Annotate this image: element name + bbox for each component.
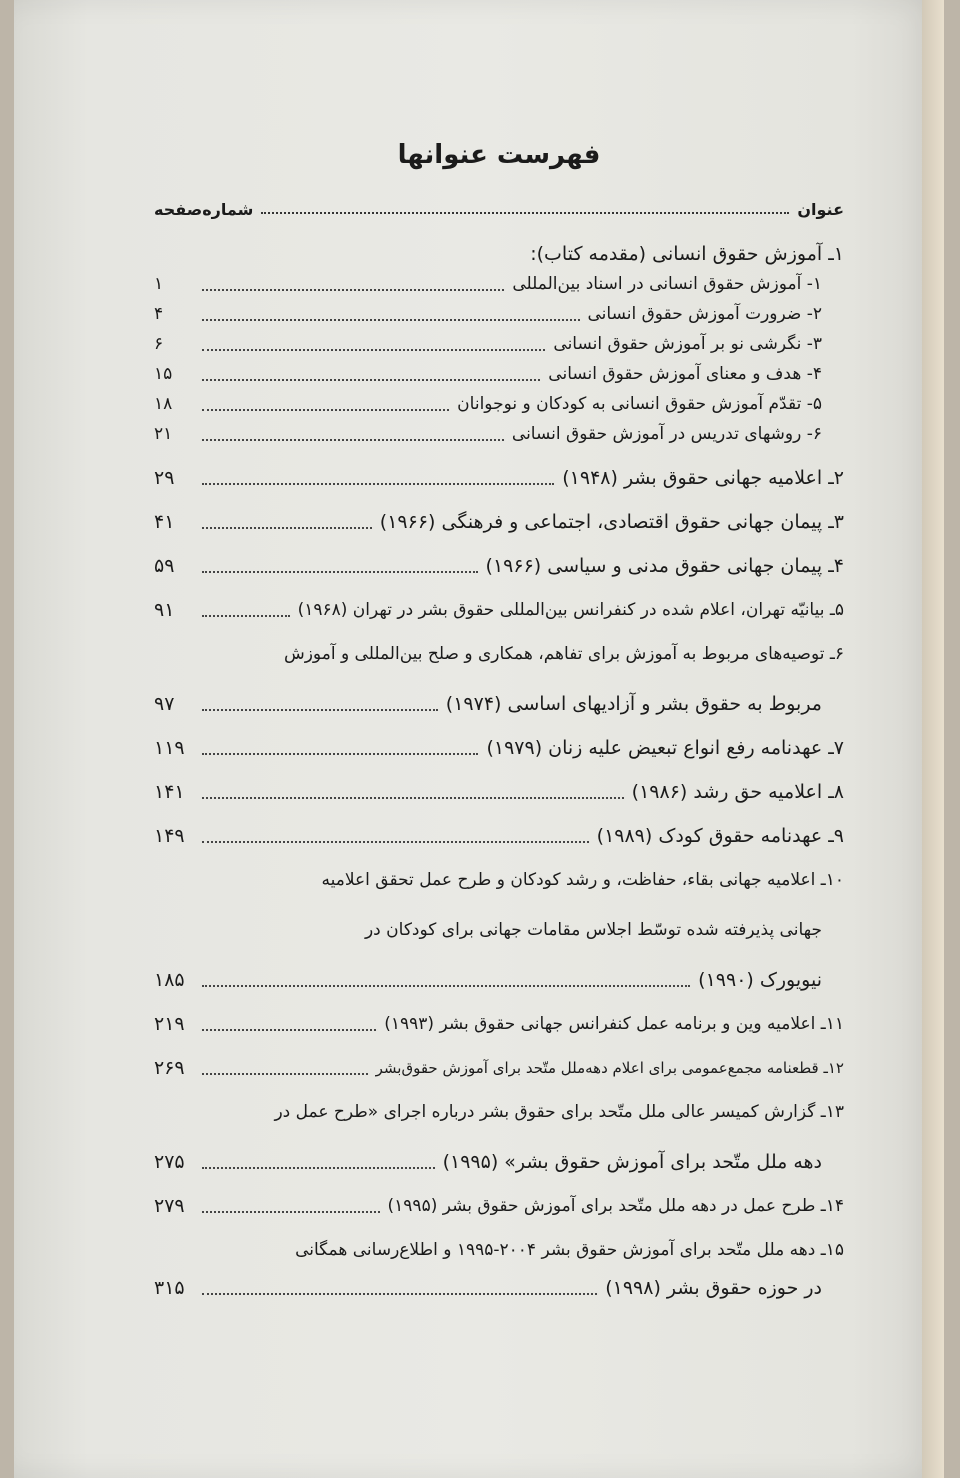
header-title: عنوان — [797, 200, 844, 219]
toc — [154, 140, 844, 1303]
toc-subentry — [154, 269, 844, 299]
book-page — [14, 0, 944, 1478]
toc-entry — [154, 1009, 844, 1039]
page-number: ۴۱ — [154, 511, 175, 533]
toc-entry — [154, 821, 844, 851]
toc-entry — [154, 1147, 844, 1177]
entry-label: ۳- نگرشی نو بر آموزش حقوق انسانی — [553, 334, 822, 354]
leader-dots — [202, 753, 478, 755]
entry-label: نیویورک (۱۹۹۰) — [698, 969, 822, 991]
toc-subentry — [154, 389, 844, 419]
entry-label: ۱۱ـ اعلامیه وین و برنامه عمل کنفرانس جهانی حقوق بشر (۱۹۹۳) — [384, 1014, 844, 1034]
page-number: ۱ — [154, 274, 164, 294]
toc-entry — [154, 1273, 844, 1303]
toc-entry-line: ۶ـ توصیه‌های مربوط به آموزش برای تفاهم، همکاری و صلح بین‌المللی و آموزش — [283, 644, 844, 664]
toc-subentry — [154, 329, 844, 359]
toc-entry — [154, 777, 844, 807]
toc-entry-line: ۱۵ـ دهه ملل متّحد برای آموزش حقوق بشر ۲۰۰۴-۱۹۹۵ و اطلاع‌رسانی همگانی — [295, 1240, 844, 1260]
entry-label: ۱ـ آموزش حقوق انسانی (مقدمه کتاب): — [530, 243, 844, 265]
toc-entry — [154, 733, 844, 763]
entry-label: ۴- هدف و معنای آموزش حقوق انسانی — [548, 364, 822, 384]
leader-dots — [202, 985, 690, 987]
toc-entry — [154, 239, 844, 269]
toc-entry — [154, 463, 844, 493]
leader-dots — [202, 571, 478, 573]
entry-label: ۸ـ اعلامیه حق رشد (۱۹۸۶) — [631, 781, 844, 803]
page-number: ۲۷۹ — [154, 1195, 185, 1217]
leader-dots — [202, 797, 624, 799]
leader-dots — [261, 212, 789, 214]
entry-label: ۱۴ـ طرح عمل در دهه ملل متّحد برای آموزش حقوق بشر (۱۹۹۵) — [387, 1196, 844, 1216]
leader-dots — [202, 841, 589, 843]
entry-label: ۱۲ـ قطعنامه مجمع‌عمومی برای اعلام دهه‌ملل متّحد برای آموزش حقوق‌بشر — [375, 1059, 844, 1077]
toc-entry — [154, 595, 844, 625]
entry-label: ۲- ضرورت آموزش حقوق انسانی — [587, 304, 822, 324]
leader-dots — [202, 483, 554, 485]
leader-dots — [202, 319, 580, 321]
leader-dots — [202, 379, 540, 381]
page-number: ۲۶۹ — [154, 1057, 185, 1079]
page-number: ۹۷ — [154, 693, 175, 715]
leader-dots — [202, 527, 372, 529]
toc-entry — [154, 1053, 844, 1083]
entry-label: ۵- تقدّم آموزش حقوق انسانی به کودکان و نوجوانان — [457, 394, 822, 414]
entry-label: ۹ـ عهدنامه حقوق کودک (۱۹۸۹) — [596, 825, 844, 847]
page-number: ۱۱۹ — [154, 737, 185, 759]
toc-entry-line: ۱۰ـ اعلامیه جهانی بقاء، حفاظت، و رشد کودکان و طرح عمل تحقق اعلامیه — [321, 870, 844, 890]
entry-label: ۳ـ پیمان جهانی حقوق اقتصادی، اجتماعی و فرهنگی (۱۹۶۶) — [379, 511, 844, 533]
page-number: ۲۷۵ — [154, 1151, 185, 1173]
page-number: ۲۱ — [154, 424, 173, 444]
entry-label: ۲ـ اعلامیه جهانی حقوق بشر (۱۹۴۸) — [562, 467, 844, 489]
toc-entry-line: ۱۳ـ گزارش کمیسر عالی ملل متّحد برای حقوق بشر درباره اجرای «طرح عمل در — [274, 1102, 844, 1122]
toc-subentry — [154, 419, 844, 449]
toc-subentry — [154, 299, 844, 329]
page-number: ۱۴۹ — [154, 825, 185, 847]
entry-label: ۵ـ بیانیّه تهران، اعلام شده در کنفرانس بین‌المللی حقوق بشر در تهران (۱۹۶۸) — [297, 600, 844, 620]
page-number: ۱۸ — [154, 394, 173, 414]
page-number: ۲۹ — [154, 467, 175, 489]
leader-dots — [202, 439, 504, 441]
entry-label: مربوط به حقوق بشر و آزادیهای اساسی (۱۹۷۴) — [445, 693, 822, 715]
leader-dots — [202, 349, 545, 351]
toc-entry — [154, 507, 844, 537]
page-number: ۴ — [154, 304, 164, 324]
page-number: ۲۱۹ — [154, 1013, 185, 1035]
entry-label: ۶- روشهای تدریس در آموزش حقوق انسانی — [511, 424, 822, 444]
entry-label: ۷ـ عهدنامه رفع انواع تبعیض علیه زنان (۱۹۷۹) — [486, 737, 844, 759]
leader-dots — [202, 1167, 435, 1169]
toc-entry — [154, 965, 844, 995]
toc-entry — [154, 689, 844, 719]
entry-label: ۴ـ پیمان جهانی حقوق مدنی و سیاسی (۱۹۶۶) — [485, 555, 844, 577]
page-number: ۱۵ — [154, 364, 173, 384]
toc-entry — [154, 551, 844, 581]
entry-label: دهه ملل متّحد برای آموزش حقوق بشر» (۱۹۹۵) — [442, 1151, 822, 1173]
page-edge — [922, 0, 944, 1478]
page-number: ۹۱ — [154, 599, 175, 621]
entry-label: در حوزه حقوق بشر (۱۹۹۸) — [605, 1277, 822, 1299]
header-page: شماره‌صفحه — [154, 200, 254, 219]
page-number: ۱۸۵ — [154, 969, 185, 991]
page-number: ۵۹ — [154, 555, 175, 577]
toc-entry — [154, 1191, 844, 1221]
leader-dots — [202, 1029, 376, 1031]
page-number: ۱۴۱ — [154, 781, 185, 803]
leader-dots — [202, 289, 504, 291]
leader-dots — [202, 615, 290, 617]
toc-entry-line: جهانی پذیرفته شده توسّط اجلاس مقامات جهانی برای کودکان در — [364, 920, 822, 940]
leader-dots — [202, 709, 438, 711]
entry-label: ۱- آموزش حقوق انسانی در اسناد بین‌المللی — [512, 274, 822, 294]
leader-dots — [202, 1211, 380, 1213]
leader-dots — [202, 1293, 597, 1295]
page-number: ۶ — [154, 334, 164, 354]
page-title: فهرست عنوانها — [397, 140, 601, 170]
leader-dots — [202, 409, 449, 411]
toc-header — [154, 200, 844, 219]
leader-dots — [202, 1073, 368, 1075]
toc-subentry — [154, 359, 844, 389]
page-number: ۳۱۵ — [154, 1277, 185, 1299]
